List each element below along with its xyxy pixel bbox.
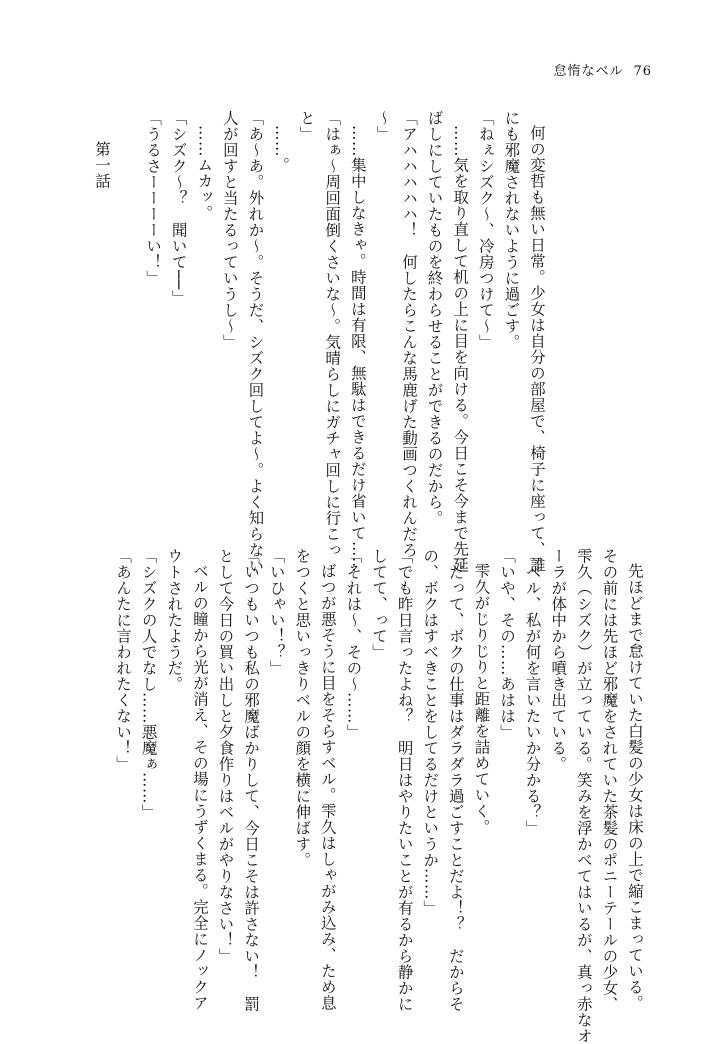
text-line: 「あんたに言われたくない！」 (114, 548, 133, 772)
text-line: 雫久（シズク）が立っている。笑みを浮かべてはいるが、真っ赤なオ (574, 548, 593, 1044)
text-line: ……ムカッ。 (195, 125, 214, 222)
text-line: 「でも昨日言ったよね？ 明日はやりたいことが有るから静かに (395, 548, 414, 1012)
text-line: と」 (297, 110, 316, 142)
text-line: 「はぁ〜周回面倒くさいな〜。気晴らしにガチャ回しに行こっ (323, 110, 342, 558)
text-line: その前には先ほど邪魔をされていた茶髪のポニーテールの少女、 (600, 548, 619, 1012)
text-line: ……集中しなきゃ。時間は有限、無駄はできるだけ省いて…… (348, 125, 367, 574)
text-line: ウトされたようだ。 (165, 548, 184, 692)
text-line: 先ほどまで怠けていた白髪の少女は床の上で縮こまっている。 (626, 563, 644, 1012)
text-line: 「ベル、私が何を言いたいか分かる？」 (523, 548, 542, 836)
text-line: 「うるさーーーーい！」 (144, 110, 163, 286)
text-line: 人が回すと当たるっていうし〜」 (220, 110, 239, 350)
text-line: ーラが体中から噴き出ている。 (549, 548, 568, 772)
text-line: 雫久がじりじりと距離を詰めていく。 (472, 563, 491, 836)
text-line: ベルの瞳から光が消え、その場にうずくまる。完全にノックア (190, 563, 209, 1012)
text-line: 「いひゃい！？」 (267, 548, 286, 676)
running-header (553, 60, 652, 79)
text-line: してて、って」 (370, 548, 389, 660)
text-line: 〜」 (374, 110, 393, 142)
text-line: 「シズクの人でなし……悪魔ぁ……」 (139, 548, 158, 820)
text-line: 「いや、その……あはは」 (498, 548, 517, 740)
text-line: 何の変哲も無い日常。少女は自分の部屋で、椅子に座って、誰 (528, 125, 546, 574)
text-line: 「アハハハハハ！ 何したらこんな馬鹿げた動画つくれんだろ (400, 110, 419, 558)
lower-text-block (107, 548, 647, 1044)
text-line: 「シズク〜？ 聞いて──」 (169, 110, 188, 306)
text-line: 「あ〜あ。外れか〜。そうだ、シズク回してよ〜。よく知らない (246, 110, 265, 574)
text-line: をつくと思いっきりベルの顔を横に伸ばす。 (293, 548, 312, 868)
text-line: の、ボクはすべきことをしてるだけというか……」 (421, 548, 440, 916)
text-line: ばしにしていたものを終わらせることができるのだから。 (425, 110, 444, 526)
page-number: 76 (633, 64, 652, 79)
text-line: 「だって、ボクの仕事はダラダラ過ごすことだよ！？ だからそ (446, 548, 465, 1012)
book-title: 怠惰なベル (553, 64, 624, 79)
text-line: 「ねぇシズク〜、冷房つけて〜」 (476, 110, 495, 350)
text-line: として今日の買い出しと夕食作りはベルがやりなさい！」 (216, 548, 235, 964)
text-line: 「いつもいつも私の邪魔ばかりして、今日こそは許さない！ 罰 (242, 548, 261, 1012)
text-line: ……。 (272, 125, 291, 174)
text-line: ばつが悪そうに目をそらすベル。雫久はしゃがみ込み、ため息 (318, 563, 337, 1012)
chapter-title: 第一話 (92, 140, 111, 189)
upper-text-block (92, 110, 549, 574)
text-line: にも邪魔されないように過ごす。 (502, 110, 521, 350)
text-line: ……気を取り直して机の上に目を向ける。今日こそ今まで先延 (451, 125, 470, 574)
text-line: 「それは〜、その〜……」 (344, 548, 363, 740)
